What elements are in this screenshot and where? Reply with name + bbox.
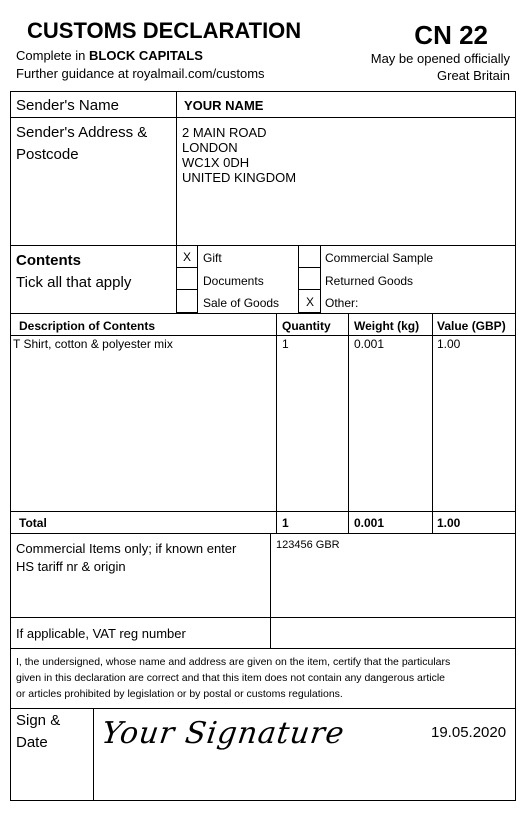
divider — [10, 117, 516, 118]
sender-address-label-2: Postcode — [16, 146, 79, 163]
address-line: 2 MAIN ROAD — [182, 125, 267, 140]
vat-label: If applicable, VAT reg number — [16, 626, 186, 641]
checkbox-gift[interactable] — [176, 245, 198, 268]
sender-name-label: Sender's Name — [16, 97, 119, 114]
divider — [176, 91, 177, 245]
declaration-line: I, the undersigned, whose name and address are given on the item, certify that the particulars — [16, 656, 451, 668]
divider — [93, 708, 94, 801]
option-label-returned-goods: Returned Goods — [325, 274, 414, 288]
block-capitals-label: BLOCK CAPITALS — [89, 48, 203, 63]
sign-label-2: Date — [16, 734, 48, 751]
sender-name-field[interactable]: YOUR NAME — [184, 98, 264, 113]
table-header-quantity: Quantity — [282, 319, 331, 333]
divider — [10, 313, 516, 314]
sign-date[interactable]: 19.05.2020 — [431, 724, 507, 741]
table-header-description: Description of Contents — [19, 319, 156, 333]
commercial-label-2: HS tariff nr & origin — [16, 559, 126, 574]
total-quantity[interactable]: 1 — [282, 516, 289, 530]
divider — [432, 313, 433, 533]
checkbox-commercial-sample[interactable] — [298, 245, 321, 268]
checkbox-documents[interactable] — [176, 267, 198, 290]
row-weight[interactable]: 0.001 — [354, 337, 385, 351]
sender-address-field[interactable] — [182, 125, 296, 185]
declaration-line: or articles prohibited by legislation or by postal or customs regulations. — [16, 688, 343, 700]
row-description[interactable]: T Shirt, cotton & polyester mix — [13, 337, 173, 351]
option-label-gift: Gift — [203, 251, 222, 265]
sign-label-1: Sign & — [16, 712, 61, 729]
divider — [10, 617, 516, 618]
contents-subtitle: Tick all that apply — [16, 274, 132, 291]
declaration-text — [16, 654, 512, 702]
table-header-weight: Weight (kg) — [354, 319, 420, 333]
row-value[interactable]: 1.00 — [437, 337, 461, 351]
address-line: UNITED KINGDOM — [182, 170, 297, 185]
check-mark: X — [183, 250, 192, 264]
complete-in-text — [16, 48, 203, 63]
checkbox-other[interactable] — [298, 289, 321, 313]
divider — [276, 313, 277, 533]
divider — [10, 708, 516, 709]
commercial-label-1: Commercial Items only; if known enter — [16, 541, 237, 556]
signature[interactable]: Your Signature — [99, 716, 347, 751]
total-label: Total — [19, 516, 47, 530]
option-label-commercial-sample: Commercial Sample — [325, 251, 434, 265]
option-label-other: Other: — [325, 296, 359, 310]
checkbox-returned-goods[interactable] — [298, 267, 321, 290]
country-text: Great Britain — [437, 68, 510, 83]
divider — [10, 511, 516, 512]
divider — [10, 245, 516, 246]
form-title: CUSTOMS DECLARATION — [27, 18, 302, 43]
guidance-text: Further guidance at royalmail.com/customs — [16, 66, 265, 81]
option-label-documents: Documents — [203, 274, 264, 288]
form-code: CN 22 — [414, 20, 488, 50]
address-line: WC1X 0DH — [182, 155, 250, 170]
checkbox-sale-of-goods[interactable] — [176, 289, 198, 313]
sender-address-label-1: Sender's Address & — [16, 124, 148, 141]
check-mark: X — [306, 295, 315, 309]
total-value[interactable]: 1.00 — [437, 516, 461, 530]
opened-officially-text: May be opened officially — [370, 51, 510, 66]
complete-in-label: Complete in — [16, 48, 86, 63]
contents-title: Contents — [16, 252, 81, 269]
total-weight[interactable]: 0.001 — [354, 516, 385, 530]
address-line: LONDON — [182, 140, 238, 155]
table-header-value: Value (GBP) — [437, 319, 506, 333]
divider — [270, 533, 271, 648]
row-quantity[interactable]: 1 — [282, 337, 289, 351]
declaration-line: given in this declaration are correct and that this item does not contain any dangerous article — [16, 672, 445, 684]
hs-tariff-field[interactable]: 123456 GBR — [276, 539, 340, 551]
divider — [10, 335, 516, 336]
divider — [10, 648, 516, 649]
option-label-sale-of-goods: Sale of Goods — [203, 296, 280, 310]
divider — [10, 533, 516, 534]
divider — [348, 313, 349, 533]
